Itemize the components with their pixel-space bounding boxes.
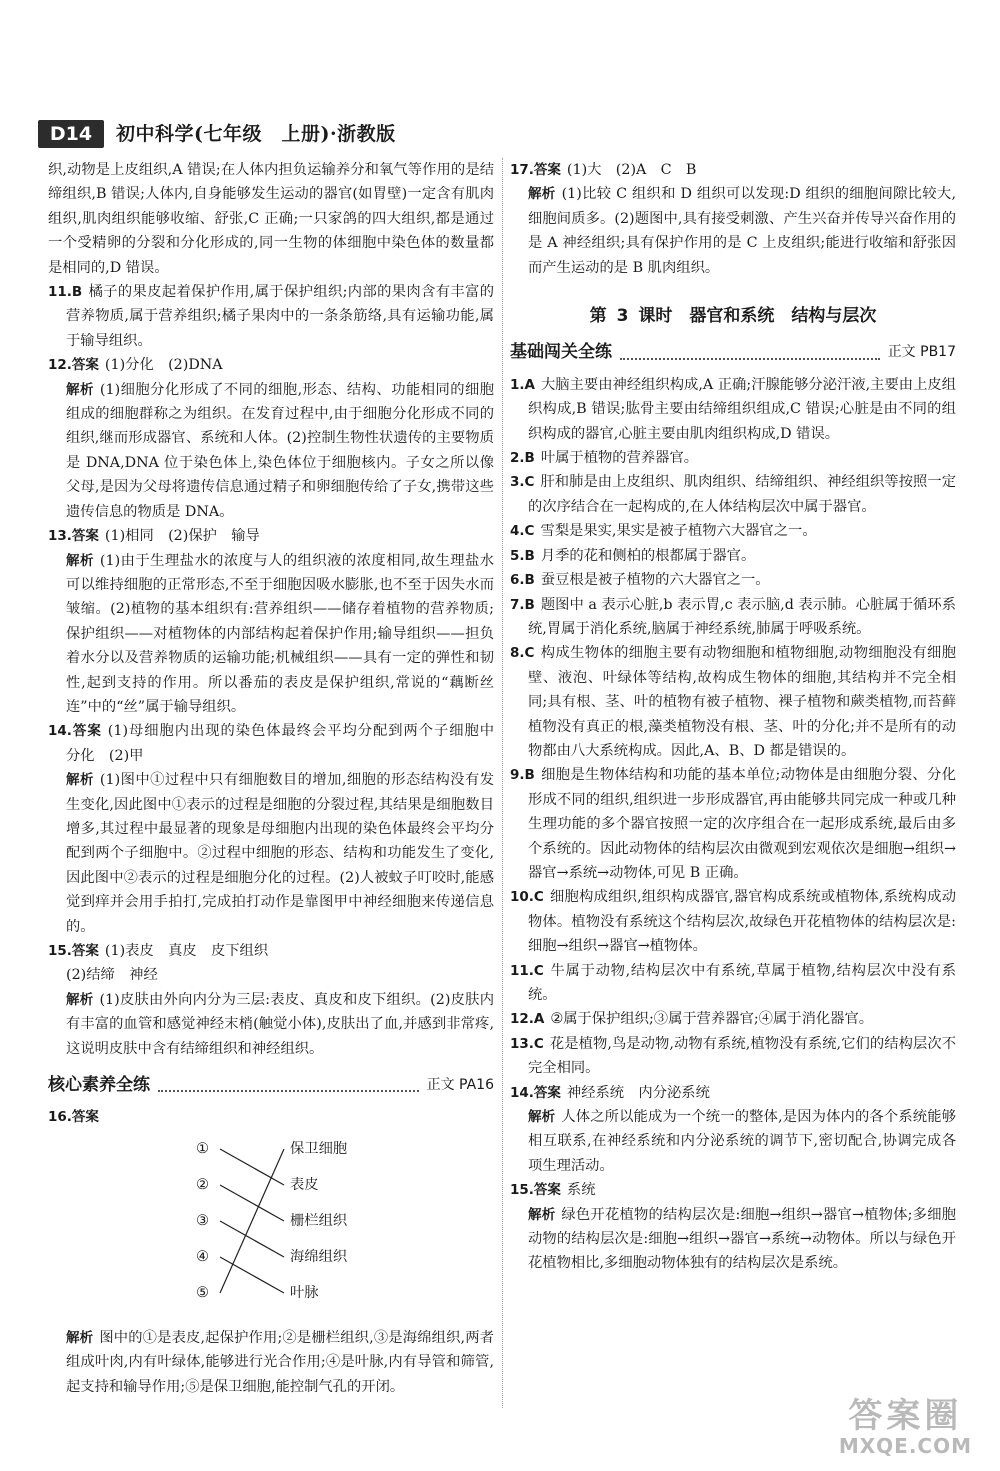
explanation-12 xyxy=(48,378,494,524)
lesson-title: 第 3 课时 器官和系统 结构与层次 xyxy=(589,306,877,327)
right-column xyxy=(510,158,956,1276)
explanation-14 xyxy=(48,768,494,939)
match-line-3 xyxy=(220,1221,284,1257)
list-item xyxy=(510,593,956,642)
answer-number: 6.B xyxy=(510,572,535,589)
explanation-text: (1)比较 C 组织和 D 组织可以发现:D 组织的细胞间隙比较大,细胞间质多。(2)题图中,具有接受刺激、产生兴奋并传导兴奋作用的是 A 神经组织;具有保护作用的是 C 上皮组织;能进行收缩和舒张因而产生运动的是 B 肌肉组织。 xyxy=(528,186,956,276)
explanation-label: 解析 xyxy=(66,772,94,789)
list-item xyxy=(510,446,956,470)
match-number-4: ④ xyxy=(196,1248,209,1265)
answer-r15 xyxy=(510,1178,956,1202)
explanation-text: 绿色开花植物的结构层次是:细胞→组织→器官→植物体;多细胞动物的结构层次是:细胞→组织→器官→系统→动物体。所以与绿色开花植物相比,多细胞动物体独有的结构层次是系统。 xyxy=(528,1206,956,1272)
answer-number: 2.B xyxy=(510,450,535,467)
watermark-logo xyxy=(838,1395,972,1458)
answer-15-part2: (2)结缔 神经 xyxy=(66,967,158,984)
match-number-5: ⑤ xyxy=(196,1284,209,1301)
answer-text: 橘子的果皮起着保护作用,属于保护组织;内部的果肉含有丰富的营养物质,属于营养组织;橘子果肉中的一条条筋络,具有运输功能,属于输导组织。 xyxy=(66,284,494,349)
answer-number: 17.答案 xyxy=(510,162,561,178)
list-item xyxy=(510,373,956,446)
answer-number: 15.答案 xyxy=(510,1182,561,1199)
watermark-url: MXQE.COM xyxy=(838,1434,972,1458)
answer-text: 构成生物体的细胞主要有动物细胞和植物细胞,动物细胞没有细胞壁、液泡、叶绿体等结构,故构成生物体的细胞,其结构并不完全相同;具有根、茎、叶的植物有被子植物、裸子植物和蕨类植物,而苔藓植物没有真正的根,藻类植物没有根、茎、叶的分化;并不是所有的动物都由八大系统构成。因此,A、B、D 都是错误的。 xyxy=(528,645,956,759)
answer-number: 3.C xyxy=(510,474,535,491)
section-page-ref: 正文 PA16 xyxy=(426,1077,494,1094)
column-divider xyxy=(502,158,503,1408)
answer-12 xyxy=(48,353,494,377)
matching-diagram xyxy=(48,1134,494,1320)
explanation-15 xyxy=(48,988,494,1061)
page-number-badge: D14 xyxy=(38,120,104,148)
answer-text: (1)母细胞内出现的染色体最终会平均分配到两个子细胞中 分化 (2)甲 xyxy=(66,723,509,764)
answer-number: 8.C xyxy=(510,645,535,662)
match-number-1: ① xyxy=(196,1140,209,1157)
answer-number: 1.A xyxy=(510,376,535,393)
explanation-label: 解析 xyxy=(66,1329,94,1346)
answer-text: 神经系统 内分泌系统 xyxy=(566,1084,710,1101)
list-item xyxy=(510,885,956,958)
answer-r14 xyxy=(510,1081,956,1105)
answer-text: 牛属于动物,结构层次中有系统,草属于植物,结构层次中没有系统。 xyxy=(528,962,956,1003)
list-item xyxy=(510,519,956,543)
explanation-label: 解析 xyxy=(66,381,94,398)
explanation-label: 解析 xyxy=(528,1109,556,1126)
left-column xyxy=(48,158,509,1399)
answer-text: 细胞构成组织,组织构成器官,器官构成系统或植物体,系统构成动物体。植物没有系统这个结构层次,故绿色开花植物体的结构层次是:细胞→组织→器官→植物体。 xyxy=(528,889,956,955)
q10-continuation: 织,动物是上皮组织,A 错误;在人体内担负运输养分和氧气等作用的是结缔组织,B 错误;人体内,自身能够发生运动的器官(如胃壁)一定含有肌肉组织,肌肉组织能够收缩、舒张,C 正确;一只家鸽的四大组织,都是通过一个受精卵的分裂和分化形成的,同一生物的体细胞中染色体的数量都是相同的,D 错误。 xyxy=(48,162,494,276)
answer-text: 叶属于植物的营养器官。 xyxy=(540,450,699,467)
explanation-label: 解析 xyxy=(528,186,556,203)
list-item xyxy=(510,763,956,885)
match-line-2 xyxy=(220,1185,284,1221)
explanation-label: 解析 xyxy=(528,1206,556,1223)
answer-number: 13.答案 xyxy=(48,528,99,545)
explanation-text: 图中的①是表皮,起保护作用;②是栅栏组织,③是海绵组织,两者组成叶肉,内有叶绿体,能够进行光合作用;④是叶脉,内有导管和筛管,起支持和输导作用;⑤是保卫细胞,能控制气孔的开闭。 xyxy=(66,1329,494,1395)
explanation-17 xyxy=(510,182,956,280)
explanation-13 xyxy=(48,549,494,720)
list-item xyxy=(510,959,956,1008)
explanation-text: (1)皮肤由外向内分为三层:表皮、真皮和皮下组织。(2)皮肤内有丰富的血管和感觉神经末梢(触觉小体),皮肤出了血,并感到非常疼,这说明皮肤中含有结缔组织和神经组织。 xyxy=(66,991,494,1057)
answer-number: 11.C xyxy=(510,962,544,979)
match-number-3: ③ xyxy=(196,1212,209,1229)
answer-text: 题图中 a 表示心脏,b 表示胃,c 表示脑,d 表示肺。心脏属于循环系统,胃属于消化系统,脑属于神经系统,肺属于呼吸系统。 xyxy=(528,596,956,637)
section-dots xyxy=(158,1078,419,1092)
match-line-1 xyxy=(220,1149,284,1185)
watermark-text: 答案圈 xyxy=(848,1395,963,1436)
answer-11 xyxy=(48,280,494,353)
match-number-2: ② xyxy=(196,1176,209,1193)
answer-text: (1)大 (2)A C B xyxy=(566,162,697,178)
answer-text: 细胞是生物体结构和功能的基本单位;动物体是由细胞分裂、分化形成不同的组织,组织进一步形成器官,再由能够共同完成一种或几种生理功能的多个器官按照一定的次序组合在一起形成系统,最后由多个系统的。因此动物体的结构层次由微观到宏观依次是细胞→组织→器官→系统→动物体,可见 B 正确。 xyxy=(528,767,956,881)
answer-text: (1)分化 (2)DNA xyxy=(104,357,223,374)
answer-14 xyxy=(48,719,509,768)
section-heading-basic xyxy=(510,340,956,364)
match-label-1: 保卫细胞 xyxy=(290,1140,348,1157)
match-label-4: 海绵组织 xyxy=(290,1248,348,1265)
answer-number: 10.C xyxy=(510,889,544,906)
answer-number: 7.B xyxy=(510,596,535,613)
match-line-4 xyxy=(220,1257,284,1293)
answer-number: 13.C xyxy=(510,1035,544,1052)
answer-text: 系统 xyxy=(566,1182,596,1199)
answer-number: 15.答案 xyxy=(48,943,99,959)
answer-number: 14.答案 xyxy=(48,723,102,740)
explanation-text: (1)由于生理盐水的浓度与人的组织液的浓度相同,故生理盐水可以维持细胞的正常形态,不至于细胞因吸水膨胀,也不至于因失水而皱缩。(2)植物的基本组织有:营养组织——储存着植物的营养物质;保护组织——对植物体的内部结构起着保护作用;输导组织——担负着水分以及营养物质的运输功能;机械组织——具有一定的弹性和韧性,起到支持的作用。所以番茄的表皮是保护组织,常说的“藕断丝连”中的“丝”属于输导组织。 xyxy=(66,552,495,715)
section-dots xyxy=(620,346,880,360)
answer-number: 4.C xyxy=(510,523,535,540)
explanation-r15 xyxy=(510,1203,956,1276)
explanation-r14 xyxy=(510,1105,956,1178)
answer-text: 蚕豆根是被子植物的六大器官之一。 xyxy=(540,572,770,589)
match-label-2: 表皮 xyxy=(290,1176,319,1193)
answer-13 xyxy=(48,524,494,548)
section-title: 核心素养全练 xyxy=(48,1075,150,1096)
answer-text: (1)表皮 真皮 皮下组织 xyxy=(104,943,269,959)
answer-text: ②属于保护组织;③属于营养器官;④属于消化器官。 xyxy=(550,1011,874,1028)
section-page-ref: 正文 PB17 xyxy=(887,344,956,361)
answer-text: 大脑主要由神经组织构成,A 正确;汗腺能够分泌汗液,主要由上皮组织构成,B 错误;肱骨主要由结缔组织组成,C 错误;心脏是由不同的组织构成的器官,心脏主要由肌肉组织构成,D 错误。 xyxy=(528,376,956,442)
book-title: 初中科学(七年级 上册)·浙教版 xyxy=(116,123,396,145)
list-item xyxy=(510,544,956,568)
answer-number: 12.A xyxy=(510,1011,545,1028)
answer-17 xyxy=(510,158,956,182)
answer-16 xyxy=(48,1105,494,1129)
answer-number: 5.B xyxy=(510,547,535,564)
section-heading-core xyxy=(48,1073,494,1097)
explanation-text: (1)细胞分化形成了不同的细胞,形态、结构、功能相同的细胞组成的细胞群称之为组织。在发育过程中,由于细胞分化形成不同的组织,继而形成器官、系统和人体。(2)控制生物性状遗传的主要物质是 DNA,DNA 位于染色体上,染色体位于细胞核内。子女之所以像父母,是因为父母将遗传信息通过精子和卵细胞传给了子女,携带这些遗传信息的物质是 DNA。 xyxy=(66,381,495,520)
match-line-5 xyxy=(220,1149,284,1293)
answer-number: 12.答案 xyxy=(48,357,99,374)
match-label-5: 叶脉 xyxy=(290,1284,319,1301)
list-item xyxy=(510,641,956,763)
answer-text: 肝和肺是由上皮组织、肌肉组织、结缔组织、神经组织等按照一定的次序结合在一起构成的,在人体结构层次中属于器官。 xyxy=(528,474,956,515)
answer-list xyxy=(510,373,956,1081)
page-header xyxy=(38,116,498,150)
answer-15 xyxy=(48,939,494,963)
list-item xyxy=(510,1032,956,1081)
explanation-label: 解析 xyxy=(66,991,94,1008)
list-item xyxy=(510,568,956,592)
list-item xyxy=(510,1007,956,1031)
section-title: 基础闯关全练 xyxy=(510,342,612,363)
matching-lines xyxy=(48,1134,494,1320)
answer-text: 雪梨是果实,果实是被子植物六大器官之一。 xyxy=(540,523,817,540)
answer-number: 11.B xyxy=(48,284,83,301)
list-item xyxy=(510,470,956,519)
answer-text: (1)相同 (2)保护 输导 xyxy=(104,528,260,545)
answer-text: 月季的花和侧柏的根都属于器官。 xyxy=(540,547,756,564)
answer-number: 9.B xyxy=(510,767,535,784)
explanation-label: 解析 xyxy=(66,552,94,569)
explanation-16 xyxy=(48,1326,494,1399)
answer-text: 花是植物,鸟是动物,动物有系统,植物没有系统,它们的结构层次不完全相同。 xyxy=(528,1035,956,1077)
answer-number: 16.答案 xyxy=(48,1109,99,1126)
explanation-text: (1)图中①过程中只有细胞数目的增加,细胞的形态结构没有发生变化,因此图中①表示的过程是细胞的分裂过程,其结果是细胞数目增多,其过程中最显著的现象是母细胞内出现的染色体最终会平均分配到两个子细胞中。②过程中细胞的形态、结构和功能发生了变化,因此图中②表示的过程是细胞分化的过程。(2)人被蚊子叮咬时,能感觉到痒并会用手拍打,完成拍打动作是靠图甲中神经细胞来传递信息的。 xyxy=(66,772,495,935)
explanation-text: 人体之所以能成为一个统一的整体,是因为体内的各个系统能够相互联系,在神经系统和内分泌系统的调节下,密切配合,协调完成各项生理活动。 xyxy=(528,1109,957,1174)
match-label-3: 栅栏组织 xyxy=(290,1212,348,1229)
answer-number: 14.答案 xyxy=(510,1084,561,1101)
